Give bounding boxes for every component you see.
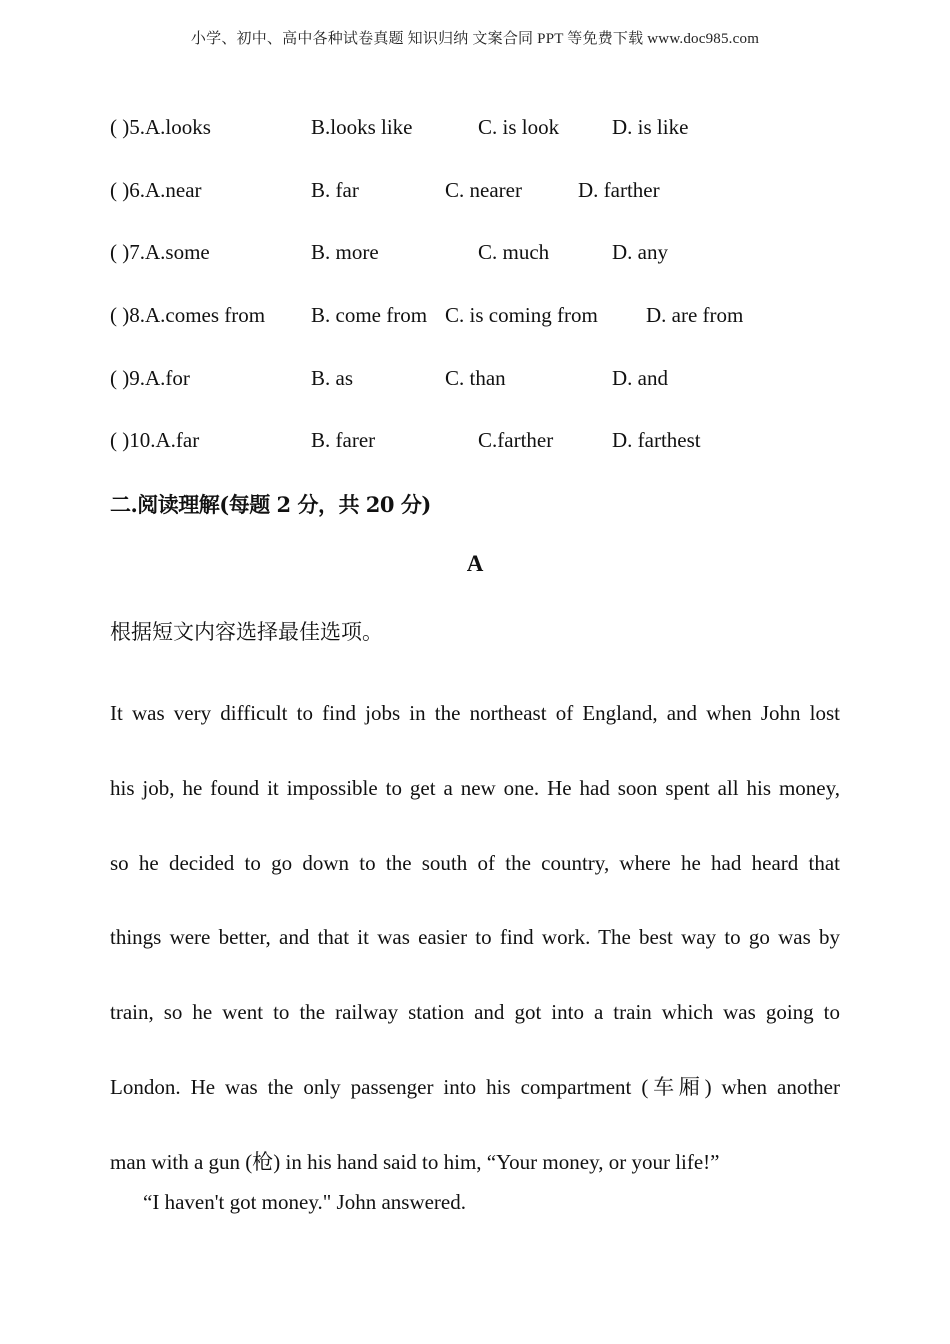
passage-line: man with a gun (枪) in his hand said to him, “Your money, or your life!” [110, 1149, 720, 1174]
option-d: D. are from [646, 303, 744, 327]
instruction-text: 根据短文内容选择最佳选项。 [110, 620, 383, 644]
option-c: C. is look [478, 115, 560, 139]
option-d: D. and [612, 366, 668, 390]
question-row-10 [110, 425, 870, 455]
question-number: ( )9.A.for [110, 366, 190, 390]
option-b: B. farer [311, 428, 376, 452]
question-row-8 [110, 300, 870, 330]
question-number: ( )5.A.looks [110, 115, 211, 139]
option-d: D. any [612, 240, 668, 264]
passage-line: his job, he found it impossible to get a new one. He had soon spent all his money, [110, 775, 840, 800]
option-c: C. than [445, 366, 506, 390]
option-d: D. farthest [612, 428, 701, 452]
question-number: ( )7.A.some [110, 240, 210, 264]
question-number: ( )6.A.near [110, 178, 202, 202]
option-c: C. nearer [445, 178, 522, 202]
option-b: B. far [311, 178, 359, 202]
passage-line: so he decided to go down to the south of the country, where he had heard that [110, 850, 840, 875]
question-row-6 [110, 175, 870, 205]
option-b: B. more [311, 240, 379, 264]
question-row-5 [110, 112, 870, 142]
option-d: D. farther [578, 178, 660, 202]
passage-label: A [466, 551, 484, 576]
question-row-9 [110, 363, 870, 393]
section-title: 二.阅读理解(每题 2 分，共 20 分) [110, 492, 431, 517]
option-b: B. come from [311, 303, 428, 327]
question-row-7 [110, 237, 870, 267]
reading-passage [110, 676, 840, 1200]
option-c: C.farther [478, 428, 554, 452]
passage-line: train, so he went to the railway station and got into a train which was going to [110, 1000, 840, 1025]
option-b: B. as [311, 366, 353, 390]
option-c: C. much [478, 240, 550, 264]
question-number: ( )8.A.comes from [110, 303, 266, 327]
dialogue-line: “I haven't got money." John answered. [143, 1190, 466, 1214]
passage-line: It was very difficult to find jobs in the northeast of England, and when John lost [110, 701, 840, 725]
option-c: C. is coming from [445, 303, 598, 327]
passage-line: London. He was the only passenger into his compartment (车厢) when another [110, 1074, 840, 1099]
page-header: 小学、初中、高中各种试卷真题 知识归纳 文案合同 PPT 等免费下载 www.doc985.com [190, 31, 760, 47]
question-number: ( )10.A.far [110, 428, 200, 452]
option-b: B.looks like [311, 115, 413, 139]
passage-line: things were better, and that it was easier to find work. The best way to go was by [110, 925, 840, 950]
option-d: D. is like [612, 115, 689, 139]
